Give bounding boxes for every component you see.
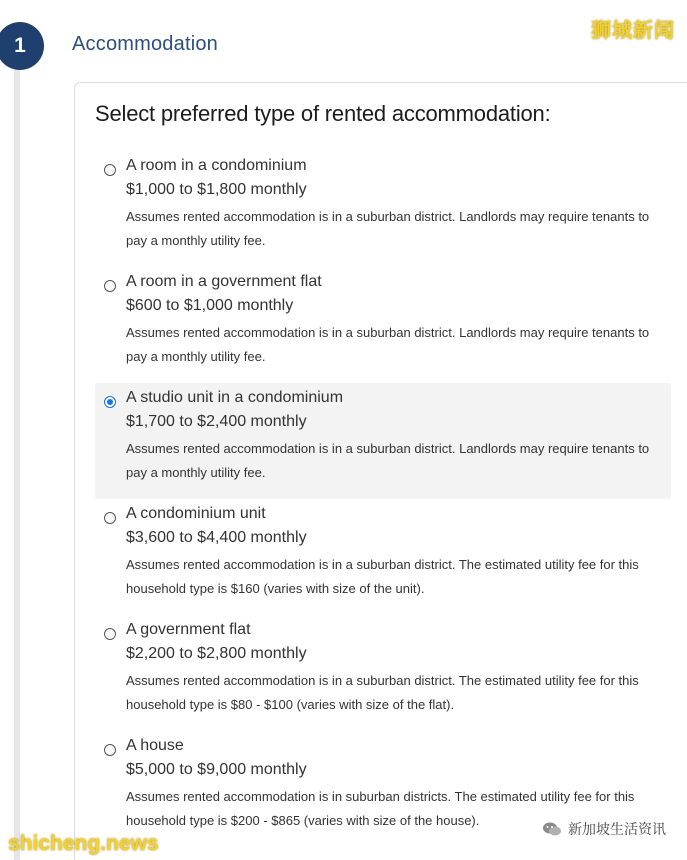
option-description: Assumes rented accommodation is in a suburban district. The estimated utility fee for this household type is $160 (varies with size of the unit). <box>126 557 639 596</box>
option-label: A condominium unit <box>126 505 266 522</box>
option-price: $3,600 to $4,400 monthly <box>126 529 307 546</box>
option-price: $1,700 to $2,400 monthly <box>126 413 307 430</box>
option-room-condominium[interactable] <box>95 151 671 267</box>
option-label: A house <box>126 737 184 754</box>
radio-button-selected[interactable] <box>104 396 116 408</box>
radio-button[interactable] <box>104 628 116 640</box>
option-price: $600 to $1,000 monthly <box>126 297 294 314</box>
option-label: A room in a government flat <box>126 273 322 290</box>
wechat-icon <box>542 821 562 837</box>
step-title: Accommodation <box>72 33 218 55</box>
option-description: Assumes rented accommodation is in a suburban district. Landlords may require tenants to pay a monthly utility fee. <box>126 441 650 480</box>
watermark-bottom-right-text: 新加坡生活资讯 <box>568 821 666 837</box>
option-label: A government flat <box>126 621 251 638</box>
option-description: Assumes rented accommodation is in a suburban district. Landlords may require tenants to pay a monthly utility fee. <box>126 209 650 248</box>
option-government-flat[interactable] <box>95 615 671 731</box>
option-room-government-flat[interactable] <box>95 267 671 383</box>
option-description: Assumes rented accommodation is in a suburban district. Landlords may require tenants to pay a monthly utility fee. <box>126 325 650 364</box>
option-description: Assumes rented accommodation is in suburban districts. The estimated utility fee for this household type is $200 - $865 (varies with size of the house). <box>126 789 635 828</box>
option-label: A room in a condominium <box>126 157 307 174</box>
option-price: $5,000 to $9,000 monthly <box>126 761 307 778</box>
option-condominium-unit[interactable] <box>95 499 671 615</box>
option-description: Assumes rented accommodation is in a suburban district. The estimated utility fee for this household type is $80 - $100 (varies with size of the flat). <box>126 673 639 712</box>
option-price: $2,200 to $2,800 monthly <box>126 645 307 662</box>
watermark-top-right: 狮城新闻 <box>591 20 675 42</box>
step-number-badge: 1 <box>0 22 44 70</box>
radio-button[interactable] <box>104 512 116 524</box>
accommodation-card <box>74 82 687 860</box>
card-heading: Select preferred type of rented accommodation: <box>95 101 551 126</box>
option-studio-condominium[interactable] <box>95 383 671 499</box>
option-label: A studio unit in a condominium <box>126 389 344 406</box>
watermark-bottom-left: shicheng.news <box>8 832 159 855</box>
radio-button[interactable] <box>104 280 116 292</box>
radio-button[interactable] <box>104 164 116 176</box>
watermark-bottom-right <box>539 818 669 840</box>
step-timeline-line <box>14 40 20 860</box>
option-price: $1,000 to $1,800 monthly <box>126 181 307 198</box>
radio-button[interactable] <box>104 744 116 756</box>
